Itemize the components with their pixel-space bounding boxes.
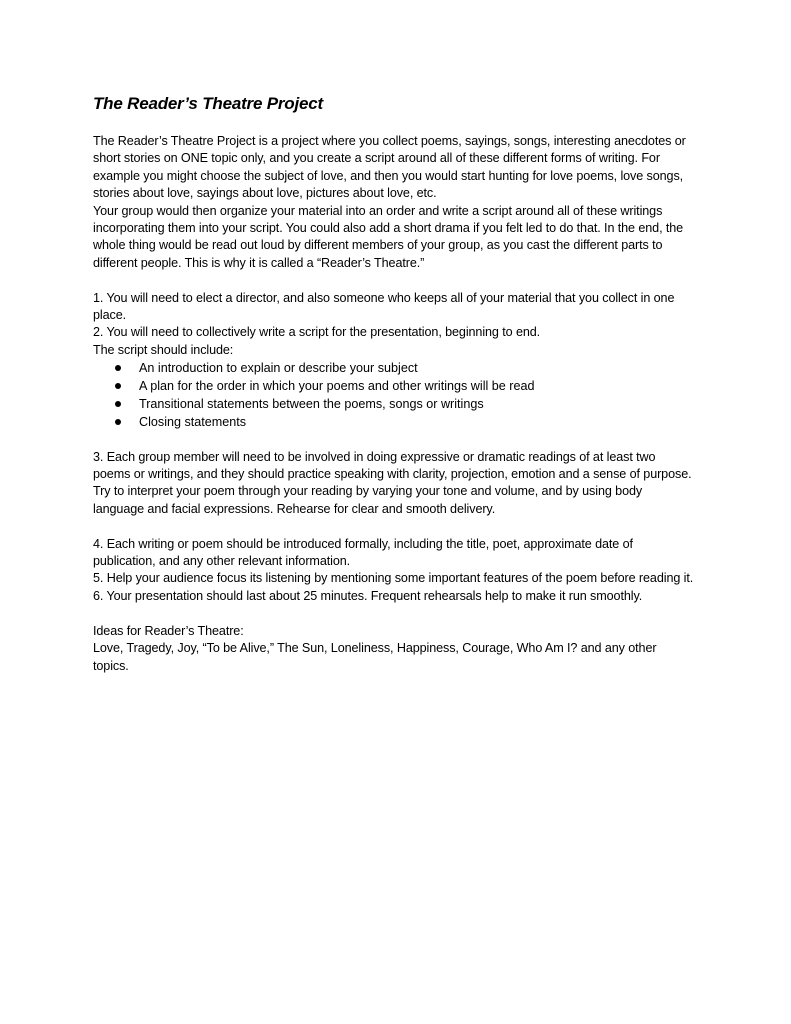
step-3-text: 3. Each group member will need to be involved in doing expressive or dramatic readings of at least two poems or writings, and they should practice speaking with clarity, projection, emotion and a sense of purpose. Try to interpret your poem through your reading by varying your tone and volume, and by using body language and facial expressions. Rehearse for clear and smooth delivery. bbox=[93, 449, 692, 516]
bullet-icon bbox=[115, 383, 121, 389]
step-2-text: 2. You will need to collectively write a script for the presentation, beginning to end. bbox=[93, 325, 541, 340]
document-page bbox=[93, 93, 695, 675]
paragraph-gap bbox=[93, 272, 695, 289]
list-item-text: An introduction to explain or describe your subject bbox=[139, 361, 418, 376]
bullet-icon bbox=[115, 419, 121, 425]
paragraph-gap bbox=[93, 518, 695, 535]
step-4-text: 4. Each writing or poem should be introduced formally, including the title, poet, approximate date of publication, and any other relevant information. bbox=[93, 536, 633, 569]
bullet-icon bbox=[115, 365, 121, 371]
list-item bbox=[115, 413, 695, 431]
ideas-heading: Ideas for Reader’s Theatre: bbox=[93, 623, 244, 638]
step-1-text: 1. You will need to elect a director, and also someone who keeps all of your material that you collect in one place. bbox=[93, 290, 675, 323]
intro-paragraph-2: Your group would then organize your material into an order and write a script around all of these writings incorporating them into your script. You could also add a short drama if you felt led to do that. In the end, the whole thing would be read out loud by different members of your group, as you cast the different parts to different people. This is why it is called a “Reader’s Theatre.” bbox=[93, 203, 684, 270]
paragraph-gap bbox=[93, 605, 695, 622]
list-item bbox=[115, 359, 695, 377]
bullet-icon bbox=[115, 401, 121, 407]
list-item-text: Closing statements bbox=[139, 415, 247, 430]
list-item-text: A plan for the order in which your poems and other writings will be read bbox=[139, 379, 535, 394]
step-6-text: 6. Your presentation should last about 25 minutes. Frequent rehearsals help to make it run smoothly. bbox=[93, 588, 643, 603]
document-title: The Reader’s Theatre Project bbox=[93, 94, 323, 113]
script-include-label: The script should include: bbox=[93, 342, 234, 357]
list-item bbox=[115, 395, 695, 413]
list-item bbox=[115, 377, 695, 395]
paragraph-gap bbox=[93, 431, 695, 448]
ideas-text: Love, Tragedy, Joy, “To be Alive,” The Sun, Loneliness, Happiness, Courage, Who Am I? and any other topics. bbox=[93, 641, 657, 673]
intro-paragraph-1: The Reader’s Theatre Project is a project where you collect poems, sayings, songs, interesting anecdotes or short stories on ONE topic only, and you create a script around all of these different forms of writing. For example you might choose the subject of love, and then you would start hunting for love poems, love songs, stories about love, sayings about love, pictures about love, etc. bbox=[93, 134, 686, 201]
script-items-list bbox=[93, 359, 695, 431]
list-item-text: Transitional statements between the poems, songs or writings bbox=[139, 397, 484, 412]
step-5-text: 5. Help your audience focus its listening by mentioning some important features of the poem before reading it. bbox=[93, 571, 694, 586]
